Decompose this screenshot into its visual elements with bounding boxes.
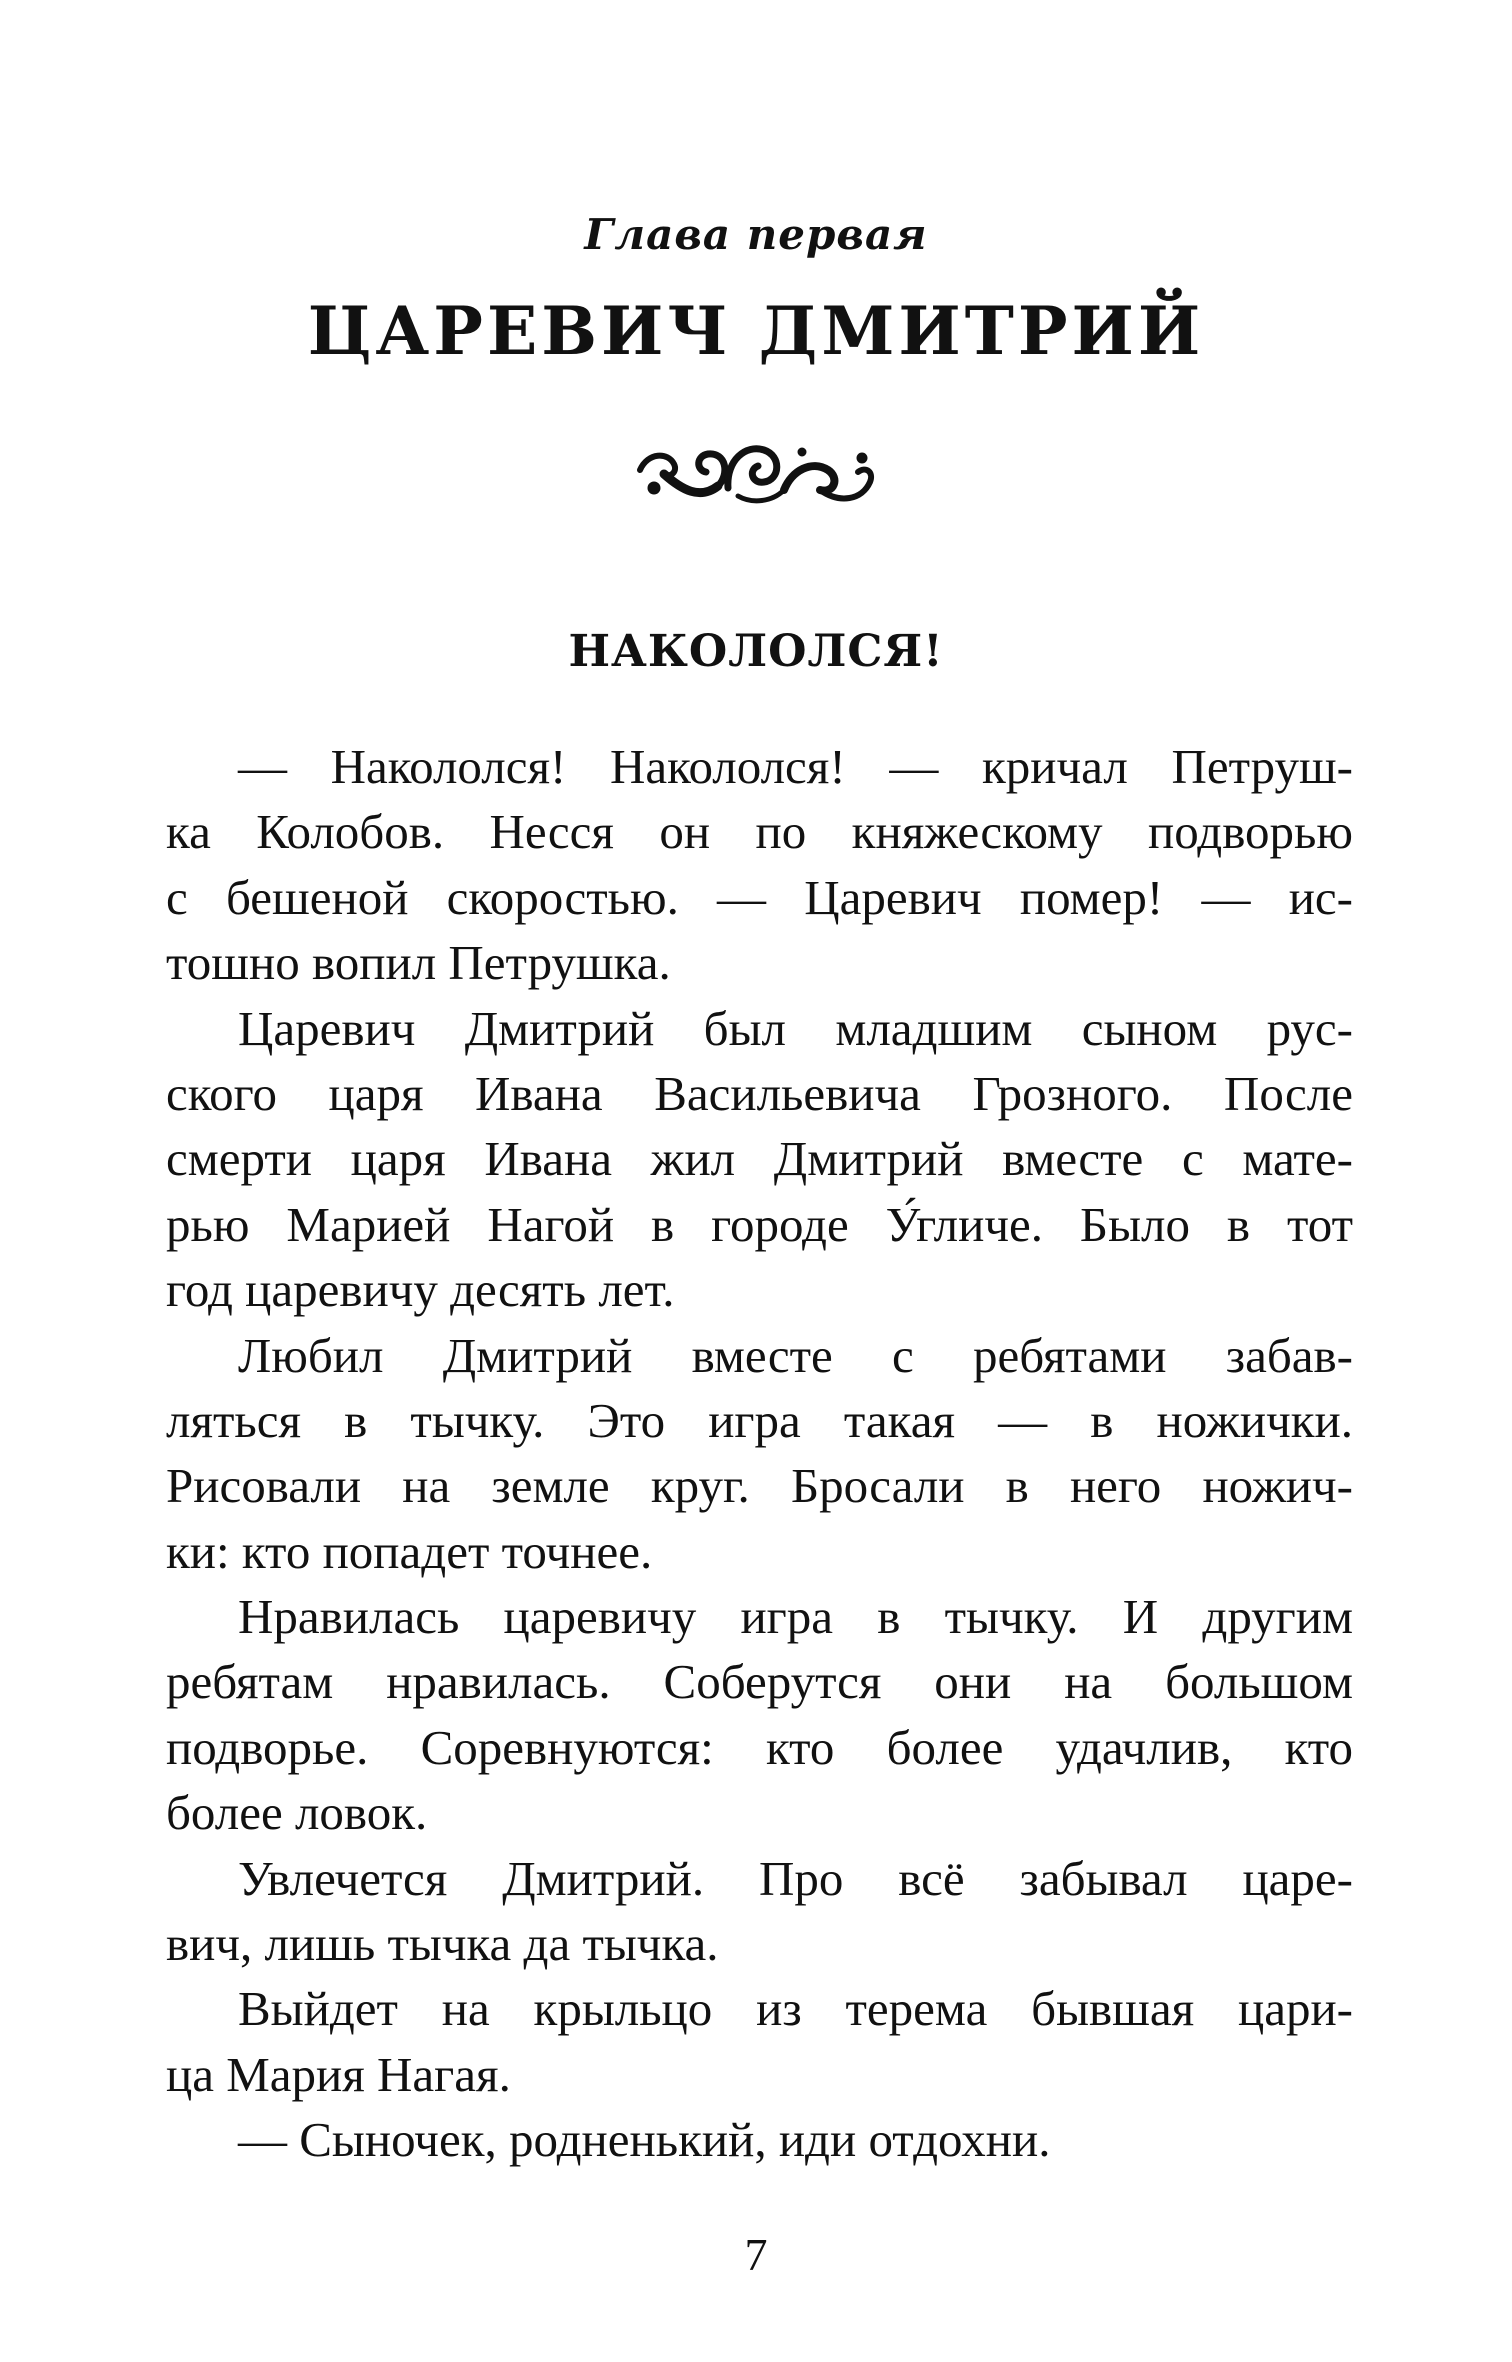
text-line: ляться в тычку. Это игра такая — в ножички.	[166, 1392, 1353, 1448]
section-title: НАКОЛОЛСЯ!	[568, 626, 944, 677]
text-line: — Накололся! Накололся! — кричал Петруш-	[238, 739, 1353, 794]
text-line: ка Колобов. Несся он по княжескому подворью	[166, 804, 1353, 860]
page-number: 7	[744, 2229, 768, 2280]
text-line: смерти царя Ивана жил Дмитрий вместе с мате-	[166, 1131, 1353, 1187]
chapter-title: ЦАРЕВИЧ ДМИТРИЙ	[307, 292, 1205, 370]
text-line: Царевич Дмитрий был младшим сыном рус-	[238, 1000, 1353, 1056]
text-line: ки: кто попадет точнее.	[166, 1523, 653, 1579]
text-line: — Сыночек, родненький, иди отдохни.	[238, 2112, 1051, 2168]
text-line: Увлечется Дмитрий. Про всё забывал царе-	[238, 1850, 1353, 1906]
text-line: ца Мария Нагая.	[166, 2046, 511, 2102]
text-line: подворье. Соревнуются: кто более удачлив, кто	[166, 1719, 1353, 1775]
text-line: с бешеной скоростью. — Царевич помер! — ис-	[166, 869, 1353, 925]
text-line: год царевичу десять лет.	[166, 1262, 675, 1318]
text-line: Выйдет на крыльцо из терема бывшая цари-	[238, 1981, 1353, 2037]
body-text	[166, 734, 1353, 2173]
text-line: тошно вопил Петрушка.	[166, 935, 671, 991]
text-line: ского царя Ивана Васильевича Грозного. После	[166, 1065, 1353, 1121]
text-line: Нравилась царевичу игра в тычку. И другим	[238, 1589, 1353, 1645]
text-line: более ловок.	[166, 1785, 428, 1841]
text-line: вич, лишь тычка да тычка.	[166, 1916, 719, 1972]
text-line: рью Марией Нагой в городе У́гличе. Было в тот	[166, 1196, 1353, 1252]
text-line: ребятам нравилась. Соберутся они на большом	[166, 1654, 1353, 1710]
text-line: Рисовали на земле круг. Бросали в него ножич-	[166, 1458, 1353, 1514]
chapter-label: Глава первая	[584, 210, 928, 259]
text-line: Любил Дмитрий вместе с ребятами забав-	[238, 1327, 1353, 1383]
decorative-flourish-icon	[634, 430, 880, 516]
